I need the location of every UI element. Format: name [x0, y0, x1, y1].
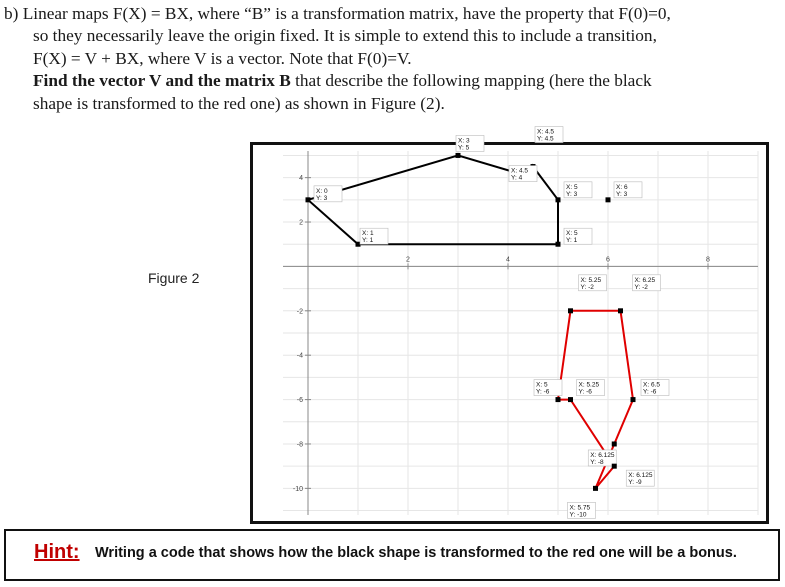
x-tick-label: 4	[506, 256, 510, 264]
plot-canvas	[253, 128, 766, 521]
datatip-x-label: X: 5.25	[578, 381, 600, 389]
datatip-marker	[618, 308, 623, 313]
figure-2-plot	[250, 128, 769, 524]
datatip-marker	[556, 397, 561, 402]
paragraph-line-4	[4, 70, 776, 92]
datatip-y-label: Y: 1	[362, 237, 374, 245]
datatip-marker	[456, 153, 461, 158]
datatip-marker	[631, 397, 636, 402]
datatip-marker	[593, 486, 598, 491]
datatip-x-label: X: 0	[316, 187, 328, 195]
datatip-y-label: Y: -2	[580, 283, 594, 291]
y-tick-label: -2	[296, 308, 303, 316]
datatip-y-label: Y: -9	[628, 479, 642, 487]
datatip-y-label: Y: 1	[566, 237, 578, 245]
datatip-y-label: Y: 3	[566, 190, 578, 198]
problem-paragraph	[4, 3, 776, 115]
datatip-marker	[568, 397, 573, 402]
datatip-x-label: X: 5	[566, 230, 578, 238]
y-tick-label: -6	[296, 397, 303, 405]
datatip-x-label: X: 6.5	[643, 381, 660, 389]
y-tick-label: -10	[292, 485, 303, 493]
datatip-x-label: X: 5.75	[569, 504, 591, 512]
paragraph-line-2: so they necessarily leave the origin fixed. It is simple to extend this to include a transition,	[33, 26, 657, 46]
datatip-y-label: Y: -6	[643, 388, 657, 396]
datatip-y-label: Y: -10	[569, 511, 587, 519]
datatip-x-label: X: 6.125	[628, 472, 653, 480]
figure-label: Figure 2	[148, 270, 200, 286]
datatip-x-label: X: 6.125	[590, 451, 615, 459]
datatip-marker	[612, 441, 617, 446]
datatip-y-label: Y: 3	[616, 190, 628, 198]
datatip-marker	[568, 308, 573, 313]
datatip-x-label: X: 4.5	[511, 167, 528, 175]
paragraph-line-5: shape is transformed to the red one) as shown in Figure (2).	[33, 93, 445, 113]
y-tick-label: 4	[299, 175, 303, 183]
y-tick-label: -8	[296, 441, 303, 449]
datatip-y-label: Y: 4.5	[537, 135, 554, 143]
datatip-y-label: Y: -6	[536, 388, 550, 396]
datatip-x-label: X: 5	[536, 381, 548, 389]
datatip-marker	[556, 242, 561, 247]
bold-instruction: Find the vector V and the matrix B	[33, 71, 291, 91]
y-tick-label: 2	[299, 219, 303, 227]
x-tick-label: 6	[606, 256, 610, 264]
datatip-x-label: X: 5.25	[580, 276, 602, 284]
datatip-y-label: Y: -8	[590, 458, 604, 466]
hint-text: Writing a code that shows how the black shape is transformed to the red one will be a bonus.	[95, 545, 737, 561]
datatip-x-label: X: 6.25	[634, 276, 656, 284]
paragraph-line-1: b) Linear maps F(X) = BX, where “B” is a transformation matrix, have the property that F(0)=0,	[4, 4, 671, 23]
x-tick-label: 8	[706, 256, 710, 264]
paragraph-line-3: F(X) = V + BX, where V is a vector. Note that F(0)=V.	[33, 48, 412, 68]
datatip-x-label: X: 3	[458, 137, 470, 145]
datatip-x-label: X: 4.5	[537, 128, 554, 136]
hint-box	[4, 529, 780, 581]
datatip-y-label: Y: -2	[634, 283, 648, 291]
x-tick-label: 2	[406, 256, 410, 264]
datatip-marker	[556, 197, 561, 202]
paragraph-line-4-rest: that describe the following mapping (here the black	[290, 71, 652, 91]
datatip-x-label: X: 1	[362, 230, 374, 238]
y-tick-label: -4	[296, 352, 303, 360]
datatip-marker	[612, 464, 617, 469]
hint-title: Hint:	[34, 541, 80, 563]
datatip-y-label: Y: 4	[511, 174, 523, 182]
datatip-y-label: Y: -6	[578, 388, 592, 396]
datatip-marker	[306, 197, 311, 202]
datatip-y-label: Y: 3	[316, 194, 328, 202]
datatip-x-label: X: 5	[566, 183, 578, 191]
datatip-marker	[606, 197, 611, 202]
datatip-y-label: Y: 5	[458, 144, 470, 152]
datatip-x-label: X: 6	[616, 183, 628, 191]
